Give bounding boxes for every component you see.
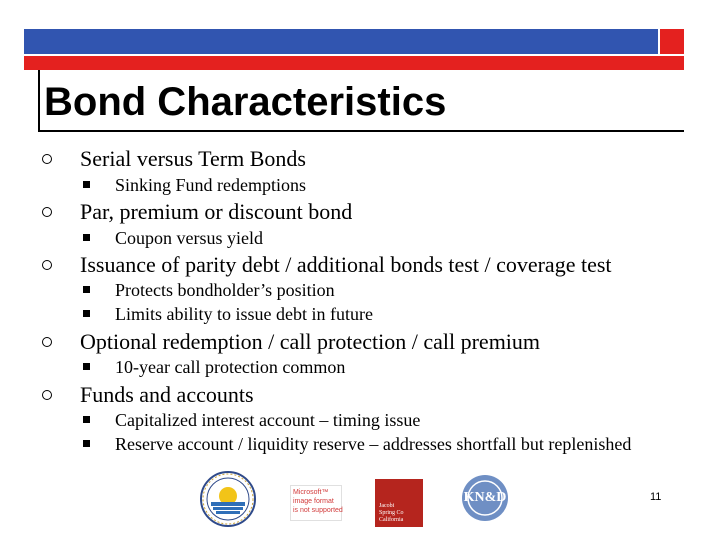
placeholder-line: is not supported	[293, 507, 343, 514]
knd-logo-icon	[461, 474, 509, 522]
sub-bullet-text: Sinking Fund redemptions	[115, 175, 307, 195]
header-blue-bar	[24, 29, 658, 54]
bullet-serial-term	[80, 146, 306, 172]
bullet-text: Funds and accounts	[80, 382, 254, 407]
sub-bullet-sinking-fund	[115, 174, 306, 196]
jsc-line: Spring Co	[379, 510, 404, 516]
bullet-optional-redemption	[80, 329, 540, 355]
square-bullet-icon	[83, 286, 90, 293]
sub-bullet-coupon-yield	[115, 227, 263, 249]
quicktime-placeholder-icon	[290, 485, 342, 521]
hollow-bullet-icon	[42, 260, 52, 270]
sub-bullet-text: 10-year call protection common	[115, 357, 346, 377]
sub-bullet-capitalized-interest	[115, 409, 420, 431]
header-red-bar	[24, 56, 684, 70]
knd-text: KN&D	[463, 490, 507, 505]
header-red-square	[660, 29, 684, 54]
square-bullet-icon	[83, 416, 90, 423]
bullet-text: Serial versus Term Bonds	[80, 146, 306, 171]
bullet-text: Issuance of parity debt / additional bonds test / coverage test	[80, 252, 612, 277]
sub-bullet-text: Capitalized interest account – timing issue	[115, 410, 421, 430]
title-vertical-rule	[38, 70, 40, 132]
square-bullet-icon	[83, 440, 90, 447]
bullet-parity-debt	[80, 252, 612, 278]
hollow-bullet-icon	[42, 207, 52, 217]
placeholder-line: Microsoft™	[293, 489, 329, 496]
bullet-par-premium	[80, 199, 352, 225]
sub-bullet-protects	[115, 279, 335, 301]
jsc-line: Jacobi	[379, 503, 395, 509]
seal-icon	[199, 470, 257, 528]
title-underline-rule	[38, 130, 684, 132]
sub-bullet-text: Protects bondholder’s position	[115, 280, 335, 300]
bullet-text: Par, premium or discount bond	[80, 199, 353, 224]
square-bullet-icon	[83, 234, 90, 241]
square-bullet-icon	[83, 181, 90, 188]
jsc-logo-icon	[375, 479, 423, 527]
sub-bullet-text: Reserve account / liquidity reserve – addresses shortfall but replenished	[115, 434, 632, 454]
sub-bullet-text: Limits ability to issue debt in future	[115, 304, 373, 324]
bullet-text: Optional redemption / call protection / call premium	[80, 329, 541, 354]
hollow-bullet-icon	[42, 390, 52, 400]
sub-bullet-call-protection	[115, 356, 345, 378]
page-number: 11	[650, 491, 662, 503]
bullet-funds-accounts	[80, 382, 254, 408]
square-bullet-icon	[83, 310, 90, 317]
sub-bullet-text: Coupon versus yield	[115, 228, 263, 248]
hollow-bullet-icon	[42, 154, 52, 164]
square-bullet-icon	[83, 363, 90, 370]
hollow-bullet-icon	[42, 337, 52, 347]
sub-bullet-limits	[115, 303, 373, 325]
placeholder-line: image format	[293, 498, 334, 505]
sub-bullet-reserve-account	[115, 433, 631, 455]
slide-title: Bond Characteristics	[44, 80, 447, 124]
jsc-line: California	[379, 517, 404, 523]
